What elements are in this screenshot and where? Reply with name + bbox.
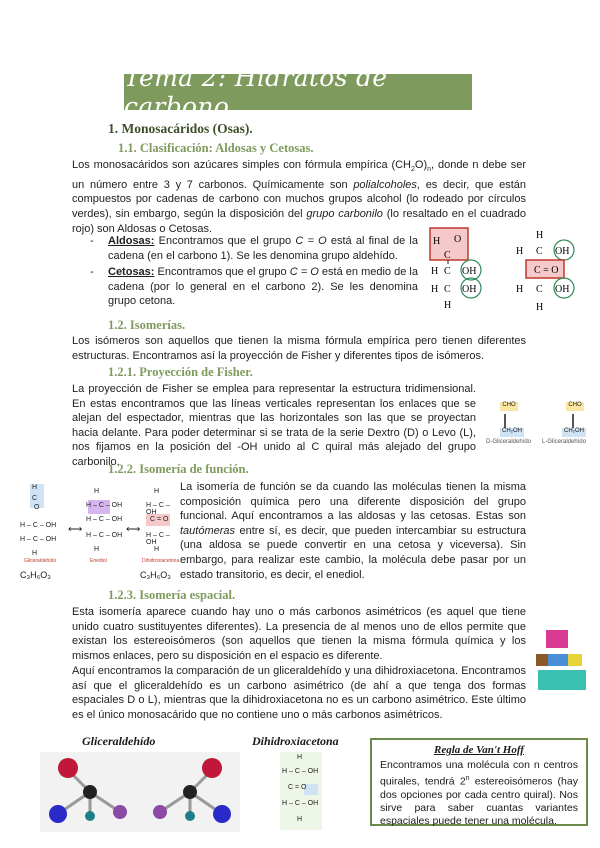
dh-h-top: H	[297, 754, 303, 761]
enediol-hcoh-1: H – C – OH	[86, 502, 123, 509]
cetosa-c3: C	[536, 284, 543, 295]
glic-h-top: H	[32, 484, 38, 491]
heading-monosacaridos: 1. Monosacáridos (Osas).	[108, 121, 253, 136]
gliceraldehido-models	[40, 752, 240, 832]
aldosa-c3: C	[444, 284, 451, 295]
model-d-center-atom	[83, 785, 97, 799]
fisher-d-cho: CHO	[500, 402, 518, 411]
enediol-hcoh-2: H – C – OH	[86, 516, 123, 523]
glic-o: O	[34, 504, 40, 511]
aldosa-h-top: H	[433, 236, 441, 247]
list-item-cetosas: - Cetosas: Encontramos que el grupo C = O está en medio de la cadena (por lo general en el carbono 2). Se les denomina grupo cetona.	[90, 266, 418, 308]
fisher-l-ch2oh: CH₂OH	[562, 428, 586, 437]
model-l-red-atom	[202, 758, 222, 778]
fisher-l-caption: L-Gliceraldehído	[542, 439, 587, 445]
formula-right: C₃H₆O₃	[140, 570, 171, 580]
cetosa-h3: H	[516, 284, 524, 295]
cetosa-structure	[510, 226, 590, 316]
arrow-2: ⟷	[126, 524, 141, 535]
stereo-pink-block	[546, 630, 568, 648]
fisher-l-cho: CHO	[566, 402, 584, 411]
paragraph-isomeria-funcion: La isomería de función se da cuando las moléculas tienen la misma composición química pero una diferente disposición del grupo funcional. Aquí encontramos a las aldosas y las cetosas. Estas son tautómeras entre sí, es decir, que pueden intercambiar su estructura (una aldosa se puede convertir en una cetosa y viceversa). Sin embargo, para realizar este cambio, la molécula debe pasar por un estado transitorio, es decir, el enediol.	[180, 481, 526, 581]
dhap-h-top: H	[154, 488, 160, 495]
enediol-h-bottom: H	[94, 546, 100, 553]
dhap-hcoh-2: H – C – OH	[146, 532, 170, 546]
stereo-teal-block	[538, 670, 586, 690]
paragraph-isomerias: Los isómeros son aquellos que tienen la misma fórmula empírica pero tienen diferentes estructuras. Encontramos así la proyección de Fisher y diferentes tipos de isómeros.	[72, 335, 526, 362]
tautomeria-diagram	[18, 480, 178, 582]
page-title: Tema 2: Hidratos de carbono	[124, 63, 388, 121]
fisher-d-ch2oh: CH₂OH	[500, 428, 524, 437]
fisher-l-bond	[572, 414, 574, 428]
title-gliceraldehido: Gliceraldehído	[82, 734, 156, 748]
heading-clasificacion: 1.1. Clasificación: Aldosas y Cetosas.	[118, 141, 314, 155]
aldosa-h-bottom: H	[444, 300, 452, 311]
regla-title: Regla de Van't Hoff	[434, 744, 524, 756]
cetosa-h1: H	[516, 246, 524, 257]
caption-enediol: Enediol	[90, 558, 107, 564]
heading-isomerias: 1.2. Isomerías.	[108, 318, 186, 332]
stereo-yellow-block	[568, 654, 582, 666]
model-d-red-atom	[58, 758, 78, 778]
formula-left: C₃H₆O₃	[20, 570, 51, 580]
cetosa-c1: C	[536, 246, 543, 257]
glic-hcoh-1: H – C – OH	[20, 522, 57, 529]
enediol-hcoh-3: H – C – OH	[86, 532, 123, 539]
aldosa-c2: C	[444, 266, 451, 277]
arrow-1: ⟷	[68, 524, 83, 535]
model-l-center-atom	[183, 785, 197, 799]
fisher-d-bond	[504, 414, 506, 428]
dh-hcoh-2: H – C – OH	[282, 800, 319, 807]
heading-proyeccion-fisher: 1.2.1. Proyección de Fisher.	[108, 365, 253, 379]
model-l-teal-atom	[185, 811, 195, 821]
paragraph-monosacaridos: Los monosacáridos son azúcares simples con fórmula empírica $(CH_2O)_n$, donde n debe ser un número entre 3 y 7 carbonos. Químicamente son polialcoholes, es decir, que están compuestos por cadenas de carbono con muchos grupos alcohol (lo rodeado por círculos verdes), sin embargo, según la disposición del grupo carbonilo (lo resaltado en el cuadrado rojo) son Aldosas o Cetosas.	[72, 159, 526, 235]
aldosa-structure	[426, 222, 496, 312]
glic-hcoh-2: H – C – OH	[20, 536, 57, 543]
model-d-blue-atom	[49, 805, 67, 823]
glic-c1: C	[32, 495, 38, 502]
list-aldosas-cetosas	[90, 234, 418, 309]
aldosa-h3: H	[431, 284, 439, 295]
list-item-aldosas: - Aldosas: Encontramos que el grupo C = O está al final de la cadena (en el carbono 1). Se les denomina grupo aldehído.	[90, 235, 418, 262]
aldosa-c1: C	[444, 250, 451, 261]
model-d-teal-atom	[85, 811, 95, 821]
stereo-blue-block	[548, 654, 568, 666]
heading-isomeria-espacial: 1.2.3. Isomería espacial.	[108, 588, 236, 602]
title-dihidroxiacetona: Dihidroxiacetona	[252, 734, 339, 748]
paragraph-isomeria-espacial-1: Esta isomería aparece cuando hay uno o más carbonos asimétricos (es aquel que tiene unido cuatro sustituyentes diferentes). La presencia de al menos uno de ellos permite que existan los estereoisómeros (son aquellos que tienen la misma fórmula química y los mismos enlaces, pero su disposición en el espacio es diferente.	[72, 606, 526, 662]
dihidroxiacetona-structure	[280, 752, 322, 830]
caption-gliceraldehido: Gliceraldehído	[24, 558, 57, 564]
stereo-structure	[532, 626, 592, 702]
aldosa-oh3: OH	[462, 284, 477, 295]
heading-isomeria-funcion: 1.2.2. Isomería de función.	[108, 462, 249, 476]
dh-co: C = O	[288, 784, 307, 791]
fisher-d-caption: D-Gliceraldehído	[486, 439, 532, 445]
cetosa-h-top: H	[536, 230, 544, 241]
dhap-co: C = O	[150, 516, 169, 523]
page-title-banner	[124, 63, 472, 121]
aldosa-oh2: OH	[462, 266, 477, 277]
model-d-purple-atom	[113, 805, 127, 819]
regla-vant-hoff-box	[370, 738, 588, 826]
enediol-h-top: H	[94, 488, 100, 495]
dh-h-bottom: H	[297, 816, 303, 823]
dh-hcoh-1: H – C – OH	[282, 768, 319, 775]
model-l-blue-atom	[213, 805, 231, 823]
regla-body: Encontramos una molécula con n centros quirales, tendrá 2$^n$ estereoisómeros (hay dos opciones por cada centro quiral). Nos sirve para saber cuantas variantes espaciales puede tener una molécula.	[380, 759, 578, 827]
caption-dihidroxiacetona: Dihidroxiacetona	[142, 558, 180, 564]
glic-h-bottom: H	[32, 550, 38, 557]
cetosa-h-bottom: H	[536, 302, 544, 313]
cetosa-co: C = O	[534, 265, 559, 276]
aldosa-h2: H	[431, 266, 439, 277]
dhap-hcoh-1: H – C – OH	[146, 502, 170, 516]
stereo-brown-block	[536, 654, 548, 666]
dhap-h-bottom: H	[154, 546, 160, 553]
aldosa-o: O	[454, 234, 462, 245]
model-l-purple-atom	[153, 805, 167, 819]
cetosa-oh1: OH	[555, 246, 570, 257]
fisher-diagrams	[486, 402, 592, 448]
paragraph-isomeria-espacial-2: Aquí encontramos la comparación de un gliceraldehído y una dihidroxiacetona. Encontramos así que el gliceraldehído es un carbono asimétrico (de ahí a que tenga dos formas espaciales D o L), mientras que la dihidroxiacetona no es un carbono asimétrico. Este último es el único monosacárido que no contiene uno o más carbonos asimétricos.	[72, 665, 526, 721]
paragraph-fisher: La proyección de Fisher se emplea para representar la estructura tridimensional. En estas encontramos que las líneas verticales representan los enlaces que se alejan del espectador, mientras que las horizontales son las que se proyectan hacia delante. Para poder determinar si se trata de la serie Dextro (D) o Levo (L), nos fijamos en la posición del -OH unido al C quiral más alejado del grupo carbonilo.	[72, 383, 476, 468]
cetosa-oh3: OH	[555, 284, 570, 295]
